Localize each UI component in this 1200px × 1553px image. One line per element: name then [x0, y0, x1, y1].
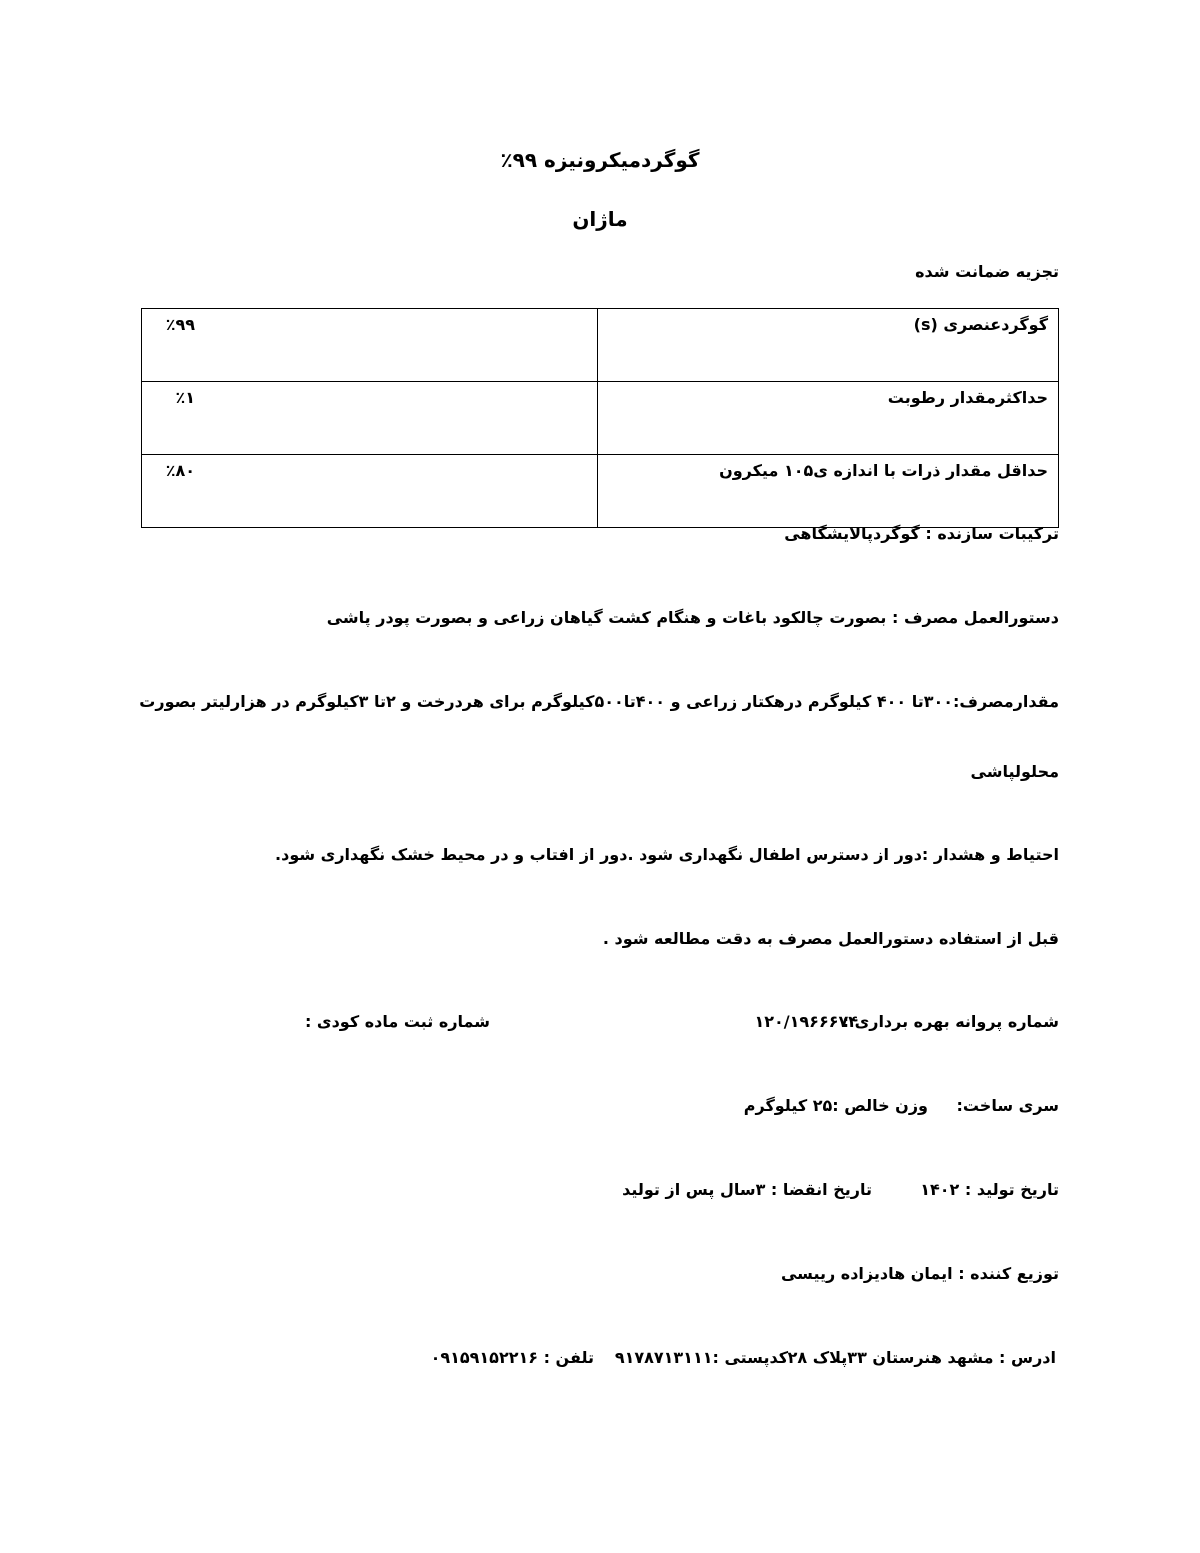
license-label: شماره پروانه بهره برداری :	[842, 1012, 1059, 1031]
usage-instructions: دستورالعمل مصرف : بصورت چالکود باغات و هنگام کشت گیاهان زراعی و بصورت پودر پاشی	[326, 608, 1059, 627]
analysis-name: حداقل مقدار ذرات با اندازه ی۱۰۵ میکرون	[598, 455, 1059, 528]
table-row	[142, 382, 1059, 455]
production-date: تاریخ تولید : ۱۴۰۲	[920, 1180, 1059, 1199]
warning-line: احتیاط و هشدار :دور از دسترس اطفال نگهداری شود .دور از افتاب و در محیط خشک نگهداری شود.	[275, 845, 1059, 864]
table-row	[142, 455, 1059, 528]
guaranteed-analysis-table	[141, 308, 1059, 528]
analysis-value: ٪۸۰	[142, 455, 598, 528]
composition-line: ترکیبات سازنده : گوگردپالایشگاهی	[784, 524, 1059, 543]
distributor-line: توزیع کننده : ایمان هادیزاده رییسی	[780, 1264, 1059, 1283]
net-weight: وزن خالص :۲۵ کیلوگرم	[743, 1096, 928, 1115]
batch-label: سری ساخت:	[956, 1096, 1059, 1115]
phone-number: تلفن : ۰۹۱۵۹۱۵۲۲۱۶	[430, 1348, 594, 1367]
dosage-line-1: مقدارمصرف:۳۰۰تا ۴۰۰ کیلوگرم درهکتار زراعی و ۴۰۰تا۵۰۰کیلوگرم برای هردرخت و ۲تا ۳کیلوگرم در هزارلیتر بصورت	[139, 692, 1059, 711]
analysis-value: ٪۹۹	[142, 309, 598, 382]
postal-code: کدپستی :۹۱۷۸۷۱۳۱۱۱	[614, 1348, 788, 1367]
license-number: ۱۲۰/۱۹۶۶۶۷۴	[754, 1012, 858, 1031]
table-row	[142, 309, 1059, 382]
fertilizer-registration-label: شماره ثبت ماده کودی :	[304, 1012, 490, 1031]
analysis-value: ٪۱	[142, 382, 598, 455]
dosage-line-2: محلولپاشی	[970, 762, 1059, 781]
brand-name: ماژان	[572, 207, 628, 231]
analysis-heading: تجزیه ضمانت شده	[915, 262, 1059, 281]
analysis-name: گوگردعنصری (s)	[598, 309, 1059, 382]
expiry-date: تاریخ انقضا : ۳سال پس از تولید	[622, 1180, 872, 1199]
product-title: گوگردمیکرونیزه ۹۹٪	[500, 148, 700, 172]
analysis-name: حداکثرمقدار رطوبت	[598, 382, 1059, 455]
read-before-use: قبل از استفاده دستورالعمل مصرف به دقت مطالعه شود .	[602, 929, 1059, 948]
address: ادرس : مشهد هنرستان ۳۳پلاک ۲۸	[787, 1348, 1056, 1367]
